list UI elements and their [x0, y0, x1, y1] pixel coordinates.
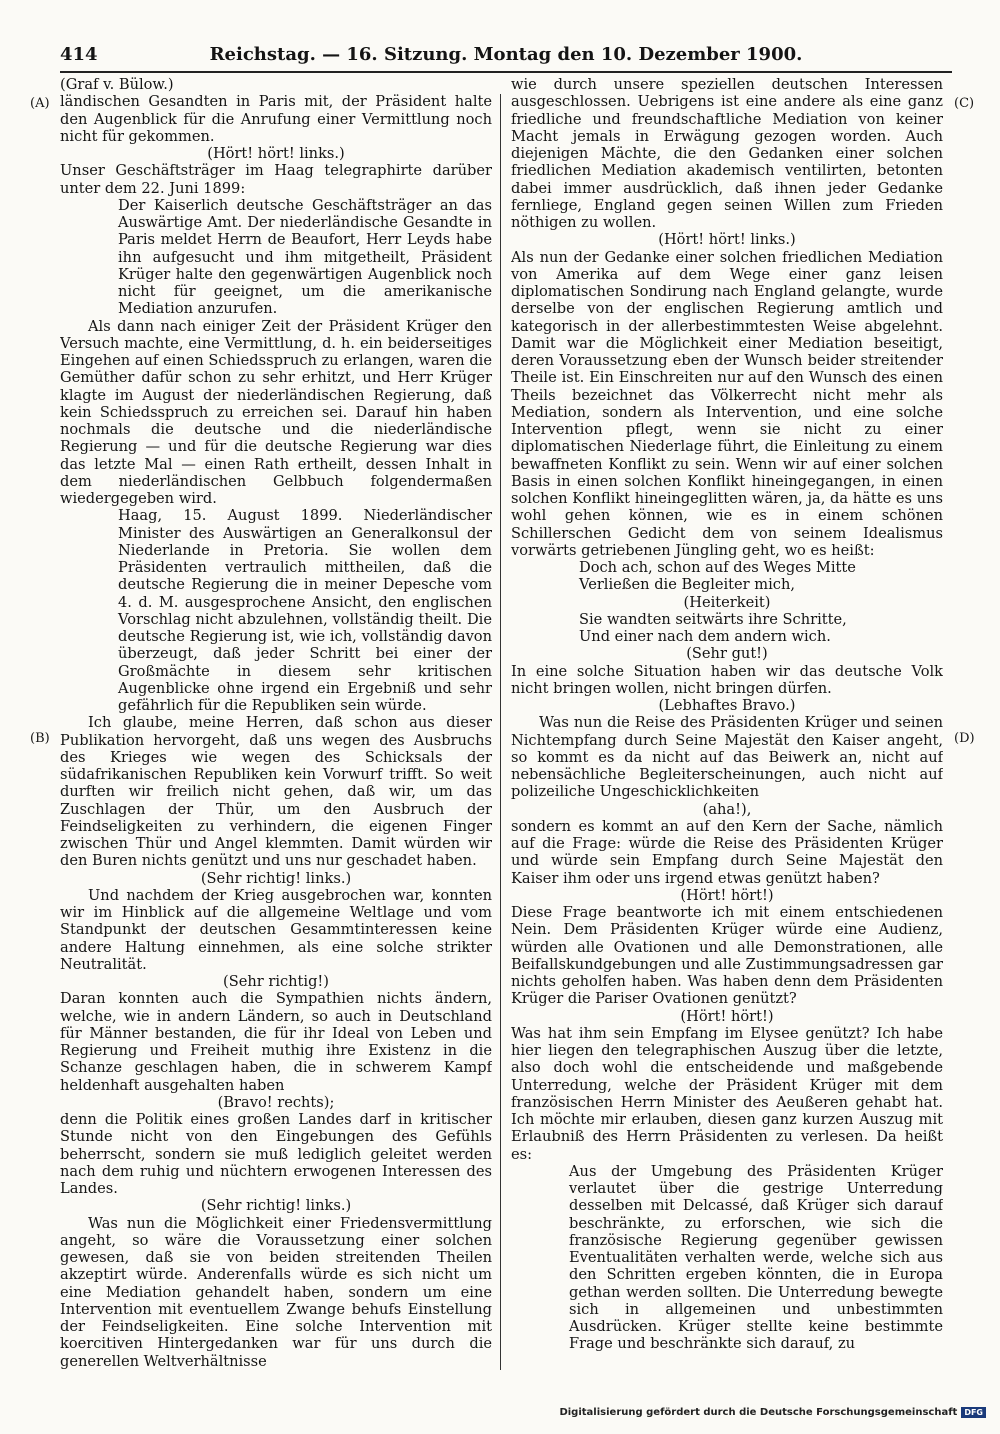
margin-mark-d: (D): [954, 731, 975, 746]
footer-credit: Digitalisierung gefördert durch die Deutsche Forschungsgemeinschaft: [559, 1407, 958, 1418]
paragraph: Aus der Umgebung des Präsidenten Krüger verlautet über die gestrige Unterredung desselben mit Delcassé, daß Krüger sich darauf beschränkte, zu erforschen, wie sich die französische Regierung gegenüber gewissen Eventualitäten verhalten werde, welche sich aus den Schritten ergeben könnten, die in Europa gethan werden sollten. Die Unterredung bewegte sich in allgemeinen und unbestimmten Ausdrücken. Krüger stellte keine bestimmte Frage und beschränkte sich darauf, zu: [569, 1162, 943, 1353]
paragraph: (Hört! hört! links.): [658, 231, 796, 249]
footer: [559, 1407, 986, 1418]
paragraph: In eine solche Situation haben wir das deutsche Volk nicht bringen wollen, nicht bringen dürfen.: [511, 662, 943, 697]
paragraph: Und nachdem der Krieg ausgebrochen war, konnten wir im Hinblick auf die allgemeine Weltlage und vom Standpunkt der deutschen Gesammtinteressen keine andere Haltung einnehmen, als eine solche strikter Neutralität.: [60, 886, 492, 973]
paragraph: Sie wandten seitwärts ihre Schritte,: [579, 610, 847, 628]
paragraph: (Sehr gut!): [686, 645, 768, 663]
paragraph: Der Kaiserlich deutsche Geschäftsträger an das Auswärtige Amt. Der niederländische Gesandte in Paris meldet Herrn de Beaufort, Herr Leyds habe ihn aufgesucht und ihm mitgetheilt, Präsident Krüger halte den gegenwärtigen Augenblick noch nicht für geeignet, um die amerikanische Mediation anzurufen.: [118, 196, 492, 318]
paragraph: Unser Geschäftsträger im Haag telegraphirte darüber unter dem 22. Juni 1899:: [60, 162, 492, 197]
paragraph: (aha!),: [702, 800, 752, 818]
paragraph: (Lebhaftes Bravo.): [658, 697, 796, 714]
paragraph: Und einer nach dem andern wich.: [579, 628, 831, 645]
paragraph: wie durch unsere speziellen deutschen Interessen ausgeschlossen. Uebrigens ist eine andere als eine ganz friedliche und freundschaftliche Mediation von keiner Macht jemals in Erwägung gezogen worden. Auch diejenigen Mächte, die den Gedanken einer solchen friedlichen Mediation akademisch ventilirten, betonten dabei immer ausdrücklich, daß ihnen jeder Gedanke fernliege, England gegen seinen Willen zum Frieden nöthigen zu wollen.: [511, 76, 943, 231]
paragraph: Was nun die Möglichkeit einer Friedensvermittlung angeht, so wäre die Voraussetzung einer solchen gewesen, daß sie von beiden streitenden Theilen akzeptirt würde. Anderenfalls würde es sich nicht um eine Mediation gehandelt haben, sondern um eine Intervention mit eventuellem Zwange behufs Einstellung der Feindseligkeiten. Eine solche Intervention mit koercitiven Hintergedanken war für uns durch die generellen Weltverhältnisse: [60, 1214, 492, 1370]
paragraph: sondern es kommt an auf den Kern der Sache, nämlich auf die Frage: würde die Reise des Präsidenten Krüger und würde sein Empfang durch Seine Majestät den Kaiser ihm oder uns irgend etwas genützt haben?: [511, 817, 943, 887]
paragraph: (Bravo! rechts);: [217, 1093, 335, 1111]
paragraph: (Sehr richtig!): [223, 973, 329, 990]
margin-mark-b: (B): [30, 731, 50, 746]
left-column: [60, 76, 492, 1370]
paragraph: Was nun die Reise des Präsidenten Krüger und seinen Nichtempfang durch Seine Majestät den Kaiser angeht, so kommt es da nicht auf das Beiwerk an, nicht auf nebensächliche Begleiterscheinungen, auch nicht auf polizeiliche Ungeschicklichkeiten: [511, 714, 943, 801]
margin-mark-a: (A): [30, 96, 50, 111]
page-title: Reichstag. — 16. Sitzung. Montag den 10. Dezember 1900.: [209, 44, 803, 65]
paragraph: denn die Politik eines großen Landes darf in kritischer Stunde nicht von den Eingebungen des Gefühls beherrscht, sondern sie muß lediglich geleitet werden nach dem ruhig und nüchtern erwogenen Interessen des Landes.: [60, 1111, 492, 1197]
paragraph: Daran konnten auch die Sympathien nichts ändern, welche, wie in andern Ländern, so auch in Deutschland für Männer bestanden, die für ihr Ideal von Leben und Regierung und Freiheit muthig ihre Existenz in die Schanze geschlagen haben, die in schwerem Kampf heldenhaft ausgehalten haben: [60, 990, 492, 1094]
paragraph: Diese Frage beantworte ich mit einem entschiedenen Nein. Dem Präsidenten Krüger würde eine Audienz, würden alle Ovationen und alle Demonstrationen, alle Beifallskundgebungen und alle Zustimmungsadressen gar nichts geholfen haben. Was haben denn dem Präsidenten Krüger die Pariser Ovationen genützt?: [511, 904, 943, 1008]
paragraph: Als nun der Gedanke einer solchen friedlichen Mediation von Amerika auf dem Wege einer ganz leisen diplomatischen Sondirung nach England gelangte, wurde derselbe von der englischen Regierung amtlich und kategorisch in der allerbestimmtesten Weise abgelehnt. Damit war die Möglichkeit einer Mediation beseitigt, deren Voraussetzung eben der Wunsch beider streitender Theile ist. Ein Einschreiten nur auf den Wunsch des einen Theils bezeichnet das Völkerrecht nicht mehr als Mediation, sondern als Intervention, und eine solche Intervention pflegt, wenn sie nicht zu einer diplomatischen Niederlage führt, die Einleitung zu einem bewaffneten Konflikt zu sein. Wenn wir auf einer solchen Basis in einen solchen Konflikt hineingegangen, in einen solchen Konflikt hineingeglitten wären, ja, da hätte es uns wohl gehen können, wie es in einem schönen Schillerschen Gedicht dem von seinem Idealismus vorwärts getriebenen Jüngling geht, wo es heißt:: [511, 248, 943, 559]
margin-mark-c: (C): [954, 96, 975, 111]
paragraph: Doch ach, schon auf des Weges Mitte: [579, 559, 856, 576]
paragraph: ländischen Gesandten in Paris mit, der Präsident halte den Augenblick für die Anrufung einer Vermittlung noch nicht für gekommen.: [60, 93, 492, 145]
paragraph: Haag, 15. August 1899. Niederländischer Minister des Auswärtigen an Generalkonsul der Niederlande in Pretoria. Sie wollen dem Präsidenten vertraulich mittheilen, daß die deutsche Regierung die in meiner Depesche vom 4. d. M. ausgesprochene Ansicht, den englischen Vorschlag nicht abzulehnen, vollständig theilt. Die deutsche Regierung ist, wie ich, vollständig davon überzeugt, daß jeder Schritt bei einer der Großmächte in diesem sehr kritischen Augenblicke ohne irgend ein Ergebniß und sehr gefährlich für die Republiken sein würde.: [118, 507, 492, 714]
paragraph: Als dann nach einiger Zeit der Präsident Krüger den Versuch machte, eine Vermittlung, d. h. ein beiderseitiges Eingehen auf einen Schiedsspruch zu erlangen, waren die Gemüther dafür schon zu sehr erhitzt, und Herr Krüger klagte im August der niederländischen Regierung, daß kein Schiedsspruch zu erreichen sei. Darauf hin haben nochmals die deutsche und die niederländische Regierung — und für die deutsche Regierung war dies das letzte Mal — einen Rath ertheilt, dessen Inhalt in dem niederländischen Gelbbuch folgendermaßen wiedergegeben wird.: [60, 317, 492, 507]
paragraph: (Sehr richtig! links.): [200, 869, 352, 887]
right-column: [511, 76, 943, 1370]
page-number: 414: [60, 44, 98, 65]
paragraph: (Heiterkeit): [683, 593, 771, 611]
paragraph: (Hört! hört! links.): [207, 145, 345, 162]
paragraph: (Graf v. Bülow.): [60, 76, 174, 93]
page-header: [60, 44, 952, 68]
paragraph: Ich glaube, meine Herren, daß schon aus dieser Publikation hervorgeht, daß uns wegen des Ausbruchs des Krieges wie wegen des Schicksals der südafrikanischen Republiken kein Vorwurf trifft. So weit durften wir freilich nicht gehen, daß wir, um das Zuschlagen der Thür, um den Ausbruch der Feindseligkeiten zu verhindern, die eigenen Finger zwischen Thür und Angel klemmten. Damit würden wir den Buren nichts genützt und uns nur geschadet haben.: [60, 714, 492, 870]
column-divider: [500, 94, 501, 1370]
paragraph: (Hört! hört!): [680, 1007, 774, 1025]
paragraph: Verließen die Begleiter mich,: [579, 576, 795, 594]
dfg-logo-icon: DFG: [961, 1407, 986, 1418]
paragraph: Was hat ihm sein Empfang im Elysee genützt? Ich habe hier liegen den telegraphischen Auszug über die letzte, also doch wohl die entscheidende und maßgebende Unterredung, welche der Präsident Krüger mit dem französischen Herrn Minister des Aeußeren gehabt hat. Ich möchte mir erlauben, diesen ganz kurzen Auszug mit Erlaubniß des Herrn Präsidenten zu verlesen. Da heißt es:: [511, 1024, 943, 1163]
paragraph: (Sehr richtig! links.): [200, 1197, 352, 1215]
paragraph: (Hört! hört!): [680, 886, 774, 904]
header-rule: [60, 71, 952, 73]
